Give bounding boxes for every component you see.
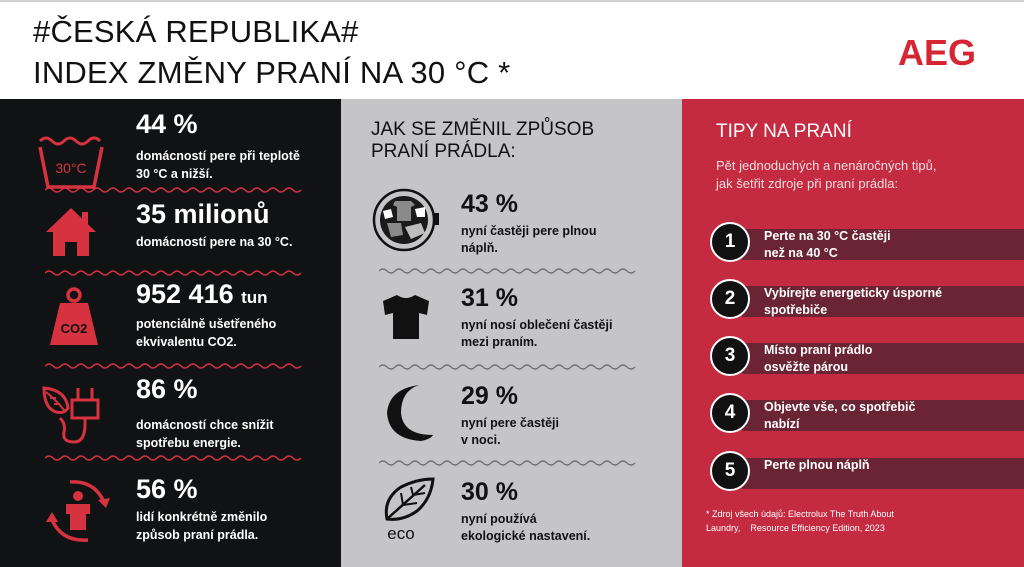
change-desc: nyní používá ekologické nastavení. <box>461 512 591 543</box>
change-desc: nyní nosí oblečení častěji mezi praním. <box>461 318 613 349</box>
change-desc: nyní pere častěji v noci. <box>461 416 559 447</box>
tip-number-badge: 4 <box>710 393 750 433</box>
tips-subtitle: Pět jednoduchých a nenáročných tipů, jak šetřit zdroje při praní prádla: <box>716 158 937 191</box>
stat-value: 44 % <box>136 109 198 139</box>
stat-86-percent <box>0 374 341 454</box>
stat-value: 56 % <box>136 474 198 504</box>
stat-desc: lidí konkrétně změnilo způsob praní prádla. <box>136 510 268 542</box>
tshirt-icon <box>381 293 431 341</box>
source-footnote: * Zdroj všech údajů: Electrolux The Truth About Laundry, Resource Efficiency Edition, 2023 <box>706 509 894 533</box>
co2-weight-icon <box>48 287 100 347</box>
tip-3 <box>682 336 1024 380</box>
stat-desc: domácností pere při teplotě 30 °C a nižší. <box>136 149 300 181</box>
wave-divider <box>45 362 303 370</box>
change-value: 31 % <box>461 284 518 312</box>
wave-divider <box>379 267 637 275</box>
tip-text: Objevte vše, co spotřebič nabízí <box>764 400 916 431</box>
stat-desc: potenciálně ušetřeného ekvivalentu CO2. <box>136 317 277 349</box>
stat-value: 86 % <box>136 374 198 404</box>
tip-number-badge: 1 <box>710 222 750 262</box>
change-43-percent <box>341 187 682 257</box>
tips-title: TIPY NA PRANÍ <box>716 121 852 142</box>
change-31-percent <box>341 281 682 351</box>
leaf-plug-icon <box>40 384 104 448</box>
stat-56-percent <box>0 474 341 554</box>
tip-number-badge: 5 <box>710 451 750 491</box>
right-tips-panel <box>682 99 1024 567</box>
tip-1 <box>682 222 1024 266</box>
tip-text: Perte plnou náplň <box>764 458 870 472</box>
change-30-percent <box>341 475 682 555</box>
stat-value: 952 416 tun <box>136 279 268 309</box>
change-value: 29 % <box>461 382 518 410</box>
middle-title: JAK SE ZMĚNIL ZPŮSOB PRANÍ PRÁDLA: <box>371 119 595 162</box>
svg-text:30°C: 30°C <box>55 160 87 176</box>
wave-divider <box>45 269 303 277</box>
stat-value: 35 milionů <box>136 199 270 229</box>
tip-text: Vybírejte energeticky úsporné spotřebiče <box>764 286 943 317</box>
stat-35-milionu <box>0 199 341 269</box>
tip-2 <box>682 279 1024 323</box>
title-line-1: #ČESKÁ REPUBLIKA# <box>33 14 359 49</box>
left-stats-panel <box>0 99 341 567</box>
stat-44-percent <box>0 109 341 189</box>
washing-drum-icon <box>371 187 441 253</box>
tip-5 <box>682 451 1024 495</box>
wave-divider <box>45 454 303 462</box>
tip-number-badge: 2 <box>710 279 750 319</box>
change-value: 30 % <box>461 478 518 506</box>
wave-divider <box>379 459 637 467</box>
tip-4 <box>682 393 1024 437</box>
middle-changes-panel <box>341 99 682 567</box>
svg-text:eco: eco <box>387 524 415 541</box>
stat-co2-tons <box>0 279 341 359</box>
aeg-logo: AEG <box>897 32 976 73</box>
change-value: 43 % <box>461 190 518 218</box>
wave-divider <box>45 186 303 194</box>
tip-number-badge: 3 <box>710 336 750 376</box>
person-cycle-icon <box>44 478 112 544</box>
header <box>0 0 1024 99</box>
wash-30c-icon <box>36 131 106 193</box>
svg-text:CO2: CO2 <box>60 321 88 336</box>
wave-divider <box>379 363 637 371</box>
stat-desc: domácností pere na 30 °C. <box>136 235 293 249</box>
eco-leaf-icon <box>381 475 437 541</box>
moon-icon <box>379 383 435 443</box>
title-line-2: INDEX ZMĚNY PRANÍ NA 30 °C * <box>33 55 511 90</box>
tip-text: Perte na 30 °C častěji než na 40 °C <box>764 229 891 260</box>
stat-desc: domácností chce snížit spotřebu energie. <box>136 418 274 450</box>
change-29-percent <box>341 379 682 449</box>
change-desc: nyní častěji pere plnou náplň. <box>461 224 597 255</box>
tip-text: Místo praní prádlo osvěžte párou <box>764 343 873 374</box>
house-icon <box>44 206 98 258</box>
